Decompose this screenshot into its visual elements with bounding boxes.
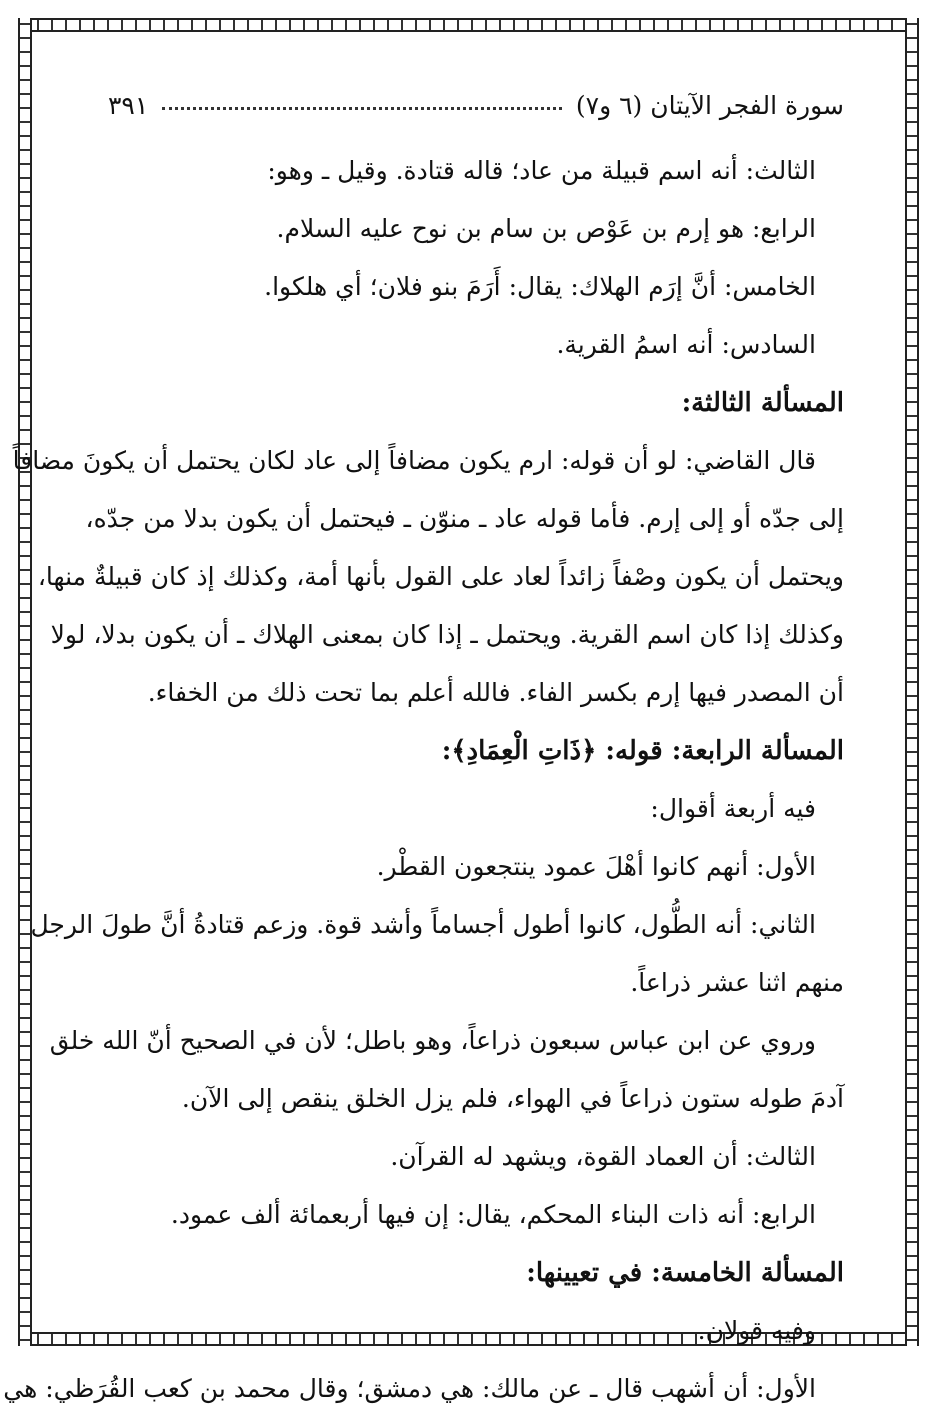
text-line: آدمَ طوله ستون ذراعاً في الهواء، فلم يزل الخلق ينقص إلى الآن. [181,1084,844,1113]
surah-title: سورة الفجر الآيتان (٦ و٧) [575,91,844,120]
text-line: وروي عن ابن عباس سبعون ذراعاً، وهو باطل؛ لأن في الصحيح أنّ الله خلق [49,1026,816,1055]
page-border-top [18,18,919,32]
text-line: الرابع: أنه ذات البناء المحكم، يقال: إن فيها أربعمائة ألف عمود. [170,1200,816,1229]
page-header [108,74,844,120]
text-line: الثاني: أنه الطُّول، كانوا أطول أجساماً وأشد قوة. وزعم قتادةُ أنَّ طولَ الرجل [30,910,816,939]
text-line: السادس: أنه اسمُ القرية. [556,330,816,359]
text-line: وكذلك إذا كان اسم القرية. ويحتمل ـ إذا كان بمعنى الهلاك ـ أن يكون بدلا، لولا [50,620,844,649]
text-line: الثالث: أنه اسم قبيلة من عاد؛ قاله قتادة. وقيل ـ وهو: [267,156,816,185]
text-line: منهم اثنا عشر ذراعاً. [630,968,844,997]
page-border-left [18,18,32,1346]
text-line: الثالث: أن العماد القوة، ويشهد له القرآن. [390,1142,816,1171]
page-body [3,142,844,1418]
text-line: فيه أربعة أقوال: [650,794,816,823]
section-heading: المسألة الخامسة: في تعيينها: [526,1258,844,1288]
text-line: ويحتمل أن يكون وصْفاً زائداً لعاد على القول بأنها أمة، وكذلك إذ كان قبيلةٌ منها، [37,562,844,591]
text-line: أن المصدر فيها إرم بكسر الفاء. فالله أعلم بما تحت ذلك من الخفاء. [147,678,844,707]
page-border-right [905,18,919,1346]
header-dot-leader [162,107,562,110]
text-line: إلى جدّه أو إلى إرم. فأما قوله عاد ـ منوّن ـ فيحتمل أن يكون بدلا من جدّه، [85,504,844,533]
page-number: ٣٩١ [108,91,149,120]
text-line: الأول: أن أشهب قال ـ عن مالك: هي دمشق؛ وقال محمد بن كعب القُرَظي: هي [3,1374,816,1403]
text-line: قال القاضي: لو أن قوله: ارم يكون مضافاً إلى عاد لكان يحتمل أن يكونَ مضافاً [12,446,816,475]
text-line: الأول: أنهم كانوا أهْلَ عمود ينتجعون القطْر. [376,852,816,881]
text-line: الخامس: أنَّ إرَم الهلاك: يقال: أَرَمَ بنو فلان؛ أي هلكوا. [264,272,816,301]
section-heading: المسألة الثالثة: [681,388,844,418]
section-heading: المسألة الرابعة: قوله: ﴿ذَاتِ الْعِمَادِ﴾: [441,736,844,766]
text-line: الرابع: هو إرم بن عَوْص بن سام بن نوح عليه السلام. [276,214,816,243]
text-line: وفيه قولان. [697,1316,816,1345]
